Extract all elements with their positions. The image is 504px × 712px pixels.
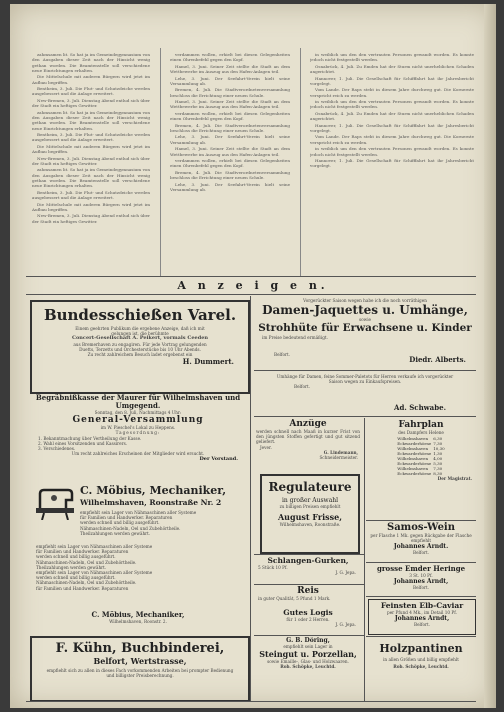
ad-heading: General-Versammlung (72, 415, 204, 426)
ad-line: Concert-Gesellschaft A. Peikert, vormals Ceeden (71, 335, 209, 342)
news-paragraph: New-Bremen, 3. Juli. Dienstag Abend entlud sich über der Stadt ein heftiges Gewitter. (32, 213, 150, 224)
news-column-3 (310, 52, 474, 274)
ads-header: A n z e i g e n. (177, 279, 329, 292)
news-paragraph: New-Bremen, 3. Juli. Dienstag Abend entlud sich über der Stadt ein heftiges Gewitter. (32, 97, 150, 109)
ad-line: empfiehlt sein Lager von Nähmaschinen aller Systeme (36, 570, 153, 576)
ad-sign2: Wilhelmshaven, Roonstr. 2. (109, 619, 167, 624)
ad-sign: G. Lindemann, (323, 449, 358, 455)
station-cell: Wilhelmshaven (397, 456, 429, 462)
news-paragraph: Hamel, 3. Juni. Seiner Zeit stellte die Stadt an dem Wettbewerbe im Auszug aus den Hafen-Anlagen teil. (170, 146, 290, 157)
ad-title: Bundesschießen Varel. (43, 306, 237, 324)
news-paragraph: verdammen wollen, erhielt bei diesen Gelegenheiten einen Ohrenbefehl gegen den Kopf. (170, 158, 290, 169)
ad-divider (366, 636, 476, 637)
ad-sign: C. Möbius, Mechaniker, (91, 610, 185, 619)
ad-sign: J. G. Jepa. (335, 570, 356, 576)
section-divider (26, 276, 476, 277)
news-paragraph: Bremen, 4. Juli. Die Stadtverordnetenversammlung beschloss die Errichtung einer neuen Schule. (170, 87, 290, 98)
ad-place: Belfort. (294, 384, 310, 390)
ad-fahrplan (366, 420, 476, 518)
page-bottom-rule (26, 701, 476, 702)
ad-title: Fahrplan (398, 420, 444, 430)
ad-sign: Johannes Arndt, (394, 615, 450, 623)
news-paragraph: Vom Lande. Der Raps steht in diesem Jahre durchweg gut. Die Kornernte verspricht reich zu werden. (310, 87, 474, 98)
news-column-2 (170, 52, 290, 274)
ad-text: in allen Größen und billig empfiehlt (383, 657, 459, 662)
ad-title: Feinsten Elb-Caviar (380, 601, 464, 610)
ad-title: Reis (297, 586, 319, 596)
ad-sign: Ad. Schwabe. (394, 403, 446, 412)
ad-text: werden schnell nach Maaß in kurzer Frist von den jüngsten Stoffen gefertigt und gut sitzend geliefert. (256, 429, 360, 445)
time-cell: 1,30 (433, 451, 443, 457)
column-divider (364, 418, 365, 701)
ad-bundesschiessen (30, 300, 250, 394)
ad-text: Umhänge für Damen, feine Sommer-Paletots für Herren verkaufe ich vorgerückter Saison wegen zu Einkaufspreisen. (276, 374, 454, 385)
sewing-machine-icon (34, 486, 76, 520)
ad-line: für Familien und Handwerker. Reparaturen (36, 585, 129, 591)
ad-regulateure (260, 474, 360, 554)
ad-line: für Familien und Handwerker. Reparaturen (36, 549, 129, 555)
ad-sign: Rob. Schöpke, Leuchtd. (393, 664, 449, 670)
ad-line: Theilzahlungen werden gewährt. (80, 530, 151, 536)
ad-anzuege (254, 419, 362, 469)
ad-sign2: Schneidermeister. (319, 455, 358, 461)
ad-holzpantinen (366, 638, 476, 698)
ad-signature: H. Dummert. (182, 357, 234, 367)
ad-text: 5 Stück 10 Pf. (258, 565, 288, 570)
ad-line: Duetts, Terzetts und Orchesterstücke bis 10 Uhr Abends. (79, 346, 201, 352)
ad-divider (254, 416, 476, 417)
ad-sign: Johannes Arndt, (393, 578, 449, 586)
ad-place: Belfort. (413, 585, 429, 591)
news-paragraph: in weiblich um den den vertrauten Personen gewandt worden. Es konnte jedoch nicht festgestellt werden. (310, 146, 474, 157)
ad-reis (254, 586, 362, 608)
ad-line: Einem geehrten Publikum die ergebene Anzeige, daß ich mit (75, 326, 205, 331)
news-paragraph: New-Bremen, 3. Juli. Dienstag Abend entlud sich über der Stadt ein heftiges Gewitter. (32, 155, 150, 166)
ad-sign: Der Vorstand. (199, 456, 238, 463)
news-paragraph: Lehe, 3. Juni. Der Seefahrt-Verein hielt seine Versammlung ab. (170, 134, 290, 145)
newspaper-page (10, 4, 496, 708)
ad-line: empfiehlt sein Lager von Nähmaschinen aller Systeme (80, 510, 197, 515)
ad-text-2: sowie Emaille-, Glas- und Holzwaaren. (267, 659, 349, 665)
time-cell: 5,30 (433, 461, 443, 467)
news-paragraph: verdammen wollen, erhielt bei diesen Gelegenheiten einen Ohrenbefehl gegen den Kopf. (170, 52, 290, 63)
ad-sign: Der Magistrat. (437, 476, 472, 482)
ad-sign: Rob. Schöpke, Leuchtd. (280, 664, 336, 670)
news-paragraph: Lehe, 3. Juni. Der Seefahrt-Verein hielt seine Versammlung ab. (170, 181, 290, 192)
news-paragraph: Bentheim, 3. Juli. Die Flut- und Schutzdeiche werden ausgebessert und die Anlage erweitert. (32, 86, 150, 97)
ad-title: Holzpantinen (379, 642, 463, 655)
agenda-item: 3. Verschiedenes. (38, 446, 76, 452)
news-paragraph: in weiblich um den den vertrauten Personen gewandt worden. Es konnte jedoch nicht festgestellt werden. (310, 52, 474, 63)
station-cell: Eckwarderhörne (397, 441, 432, 447)
ad-top: Vorgerückter Saison wegen habe ich die noch vorräthigen (303, 298, 427, 303)
ad-moebius (30, 482, 246, 632)
ad-title: Begräbnißkasse der Maurer für Wilhelmshaven und Umgegend. (35, 394, 241, 410)
ad-divider (366, 596, 476, 597)
ad-logie (254, 608, 362, 634)
agenda-item: 2. Wahl eines Vorsitzenden und Kassirers. (38, 440, 128, 446)
ad-title: Anzüge (289, 419, 327, 429)
ad-caviar (368, 599, 476, 635)
column-divider (300, 48, 301, 276)
ad-title: Steingut u. Porzellan, (259, 649, 357, 660)
ad-place: Jever. (260, 444, 272, 450)
ad-doering (254, 637, 362, 699)
ad-place: Belfort. (413, 550, 429, 556)
station-cell: Eckwarderhörne (397, 461, 432, 467)
time-cell: 4,00 (433, 456, 443, 462)
ad-line: Nähmaschinen-Nadeln, Oel und Zubehörtheile. (36, 580, 137, 586)
news-paragraph: Lehe, 3. Juni. Der Seefahrt-Verein hielt seine Versammlung ab. (170, 75, 290, 86)
ad-place: Belfort. (414, 622, 430, 628)
ad-sub: im Preise bedeutend ermäßigt. (262, 335, 328, 341)
time-cell: 6,30 (433, 436, 443, 442)
station-cell: Wilhelmshaven (397, 436, 429, 442)
ad-text: empfiehlt sich zu allen in dieses Fach vorkommenden Arbeiten bei prompter Bedienung und billigster Preisberechnung. (46, 668, 234, 679)
ad-title: Regulateure (268, 480, 352, 494)
news-paragraph: Osnabrück, 4. Juli. Zu Emden hat der Sturm nicht unerheblichen Schaden angerichtet. (310, 63, 474, 75)
ad-divider (366, 562, 476, 563)
timetable (396, 436, 445, 476)
ad-divider (366, 520, 476, 521)
column-divider (160, 48, 161, 276)
ad-sowie: sowie (358, 317, 372, 323)
ad-name: G. B. Döring, (286, 637, 330, 644)
ad-line: Nähmaschinen-Nadeln, Oel und Zubehörtheile. (36, 559, 137, 565)
column-divider (250, 296, 251, 701)
ad-text: per Pfund 4 Mk., im Detail 10 Pf. (387, 610, 457, 615)
news-paragraph: Hamel, 3. Juni. Seiner Zeit stellte die Stadt an dem Wettbewerbe im Auszug aus den Hafen-Anlagen teil. (170, 99, 290, 110)
time-cell: 8,30 (433, 471, 443, 477)
ad-title: Gutes Logis (283, 608, 333, 617)
news-paragraph: Bentheim, 3. Juli. Die Flut- und Schutzdeiche werden ausgebessert und die Anlage erweitert. (32, 189, 150, 201)
ad-line: in großer Auswahl (281, 497, 339, 504)
ad-title: Samos-Wein (386, 522, 456, 533)
ad-line: werden schnell und billig ausgeführt. (80, 520, 160, 526)
ad-divider (254, 554, 364, 555)
ad-text: in guter Qualität, 5 Pfund 1 Mark. (258, 596, 331, 601)
ad-line: werden schnell und billig ausgeführt. (36, 575, 116, 581)
ad-title-2: Strohhüte für Erwachsene u. Kinder (258, 322, 472, 335)
ad-kuehn (30, 636, 250, 702)
ad-gurken (254, 556, 362, 582)
ad-agenda-label: Tagesordnung: (115, 430, 161, 436)
news-paragraph: Hannover, 1. Juli. Die Gesellschaft für Schifffahrt hat ihr Jahresbericht vorgelegt. (310, 122, 474, 133)
ad-venue: im W. Pieschel's Lokal zu Heppens. (100, 425, 176, 431)
ad-divider (254, 370, 476, 371)
news-paragraph: Bentheim, 3. Juli. Die Flut- und Schutzdeiche werden ausgebessert und die Anlage erweitert. (32, 132, 150, 143)
ad-place: Belfort. (274, 351, 290, 357)
ad-heringe (366, 564, 476, 594)
station-cell: Eckwarderhörne (397, 471, 432, 477)
ad-alberts (254, 298, 476, 368)
ad-title: Schlangen-Gurken, (267, 556, 349, 565)
ad-name: August Frisse, (277, 512, 343, 523)
news-paragraph: zahmsamen lit. So hat ja im Gemeindegymnasium von den Ausgaben dieser Zeit nach der Hinsicht wenig gethan worden. Die Beamtenstelle soll verschiedene neue Einrichtungen erhalten. (32, 109, 150, 131)
news-paragraph: Hannover, 1. Juli. Die Gesellschaft für Schifffahrt hat ihr Jahresbericht vorgelegt. (310, 158, 474, 169)
station-cell: Wilhelmshaven (397, 446, 429, 452)
station-cell: Eckwarderhörne (397, 451, 432, 457)
ad-divider (254, 635, 364, 636)
ad-price: 3 St. 10 Pf. (409, 573, 433, 578)
ad-line: Nähmaschinen-Nadeln, Oel und Zubehörtheile. (80, 525, 181, 531)
news-column-1 (32, 52, 150, 274)
station-cell: Wilhelmshaven (397, 466, 429, 472)
news-paragraph: Bremen, 4. Juli. Die Stadtverordnetenversammlung beschloss die Errichtung einer neuen Schule. (170, 122, 290, 133)
ad-schwabe (254, 374, 476, 414)
news-paragraph: Die Mittelschule mit anderen Bürgern wird jetzt im Aufbau begriffen. (32, 74, 150, 85)
section-divider (26, 294, 476, 295)
ad-line: Theilzahlungen werden gewährt. (36, 564, 107, 570)
time-cell: 7,30 (433, 466, 443, 472)
ad-title: Damen-Jaquettes u. Umhänge, (262, 303, 468, 318)
ad-line: aus Bremerhaven zu engagiren. Für jede Vortrag gelungenden (73, 341, 207, 347)
news-paragraph: zahmsamen lit. So hat ja im Gemeindegymnasium von den Ausgaben dieser Zeit nach der Hinsicht wenig gethan worden. Die Beamtenstelle soll verschiedene neue Einrichtungen erhalten. (32, 167, 150, 189)
news-paragraph: Hamel, 3. Juni. Seiner Zeit stellte die Stadt an dem Wettbewerbe im Auszug aus den Hafen-Anlagen teil. (170, 63, 290, 75)
ad-line: für Familien und Handwerker. Reparaturen (80, 515, 173, 521)
news-paragraph: Osnabrück, 4. Juli. Zu Emden hat der Sturm nicht unerheblichen Schaden angerichtet. (310, 110, 474, 122)
ad-samos (366, 522, 476, 560)
ad-footer: Um recht zahlreiches Erscheinen der Mitglieder wird ersucht. (71, 451, 205, 457)
agenda-item: 1. Bekanntmachung über Vertheilung der Kasse. (38, 435, 142, 441)
news-paragraph: Vom Lande. Der Raps steht in diesem Jahre durchweg gut. Die Kornernte verspricht reich zu werden. (310, 134, 474, 145)
ad-line: werden schnell und billig ausgeführt. (36, 554, 116, 560)
ad-text: empfiehlt sein Lager in (283, 644, 333, 649)
ad-line: zu billigen Preisen empfiehlt (279, 504, 341, 509)
ad-line: gelungen ist, die berühmte (111, 331, 169, 337)
page-edge (484, 4, 496, 708)
ad-begraebniskasse (30, 394, 246, 478)
news-paragraph: zahmsamen lit. So hat ja im Gemeindegymnasium von den Ausgaben dieser Zeit nach der Hinsicht wenig gethan worden. Die Beamtenstelle soll verschiedene neue Einrichtungen erhalten. (32, 52, 150, 73)
ad-address: Wilhelmshaven, Roonstraße. (279, 522, 341, 528)
time-cell: 7,30 (433, 441, 443, 447)
news-paragraph: Die Mittelschule mit anderen Bürgern wird jetzt im Aufbau begriffen. (32, 201, 150, 212)
ad-divider (254, 584, 364, 585)
ad-line: Zu recht zahlreichem Besuch ladet ergebenst ein (87, 352, 193, 358)
ad-text: per Flasche 1 Mk. gegen Rückgabe der Flasche empfiehlt (370, 533, 472, 544)
news-paragraph: Bremen, 4. Juli. Die Stadtverordnetenversammlung beschloss die Errichtung einer neuen Schule. (170, 169, 290, 181)
ad-sign: J. G. Jepa. (335, 622, 356, 628)
time-cell: 10,30 (433, 446, 445, 452)
ad-address: Wilhelmshaven, Roonstraße Nr. 2 (80, 498, 222, 507)
ad-sub: des Dampfers Helene (398, 430, 444, 435)
ad-line: empfiehlt sein Lager von Nähmaschinen aller Systeme (36, 544, 153, 549)
ad-title: F. Kühn, Buchbinderei, (55, 641, 225, 656)
news-paragraph: Die Mittelschule mit anderen Bürgern wird jetzt im Aufbau begriffen. (32, 143, 150, 155)
ad-address: Belfort, Wertstrasse, (93, 656, 187, 666)
news-paragraph: verdammen wollen, erhielt bei diesen Gelegenheiten einen Ohrenbefehl gegen den Kopf. (170, 110, 290, 122)
news-paragraph: Hannover, 1. Juli. Die Gesellschaft für Schifffahrt hat ihr Jahresbericht vorgelegt. (310, 75, 474, 86)
ad-sign: Diedr. Alberts. (409, 355, 466, 364)
ad-title: grosse Emder Heringe (376, 564, 466, 573)
ad-date: Sonntag, den 8. Juli, Nachmittags 4 Uhr: (94, 410, 182, 415)
ad-title: C. Möbius, Mechaniker, (80, 484, 227, 497)
news-paragraph: in weiblich um den den vertrauten Personen gewandt worden. Es konnte jedoch nicht festgestellt werden. (310, 99, 474, 110)
ad-text: für 1 oder 2 Herren. (286, 617, 330, 622)
ad-sign: Johannes Arndt. (393, 543, 449, 551)
